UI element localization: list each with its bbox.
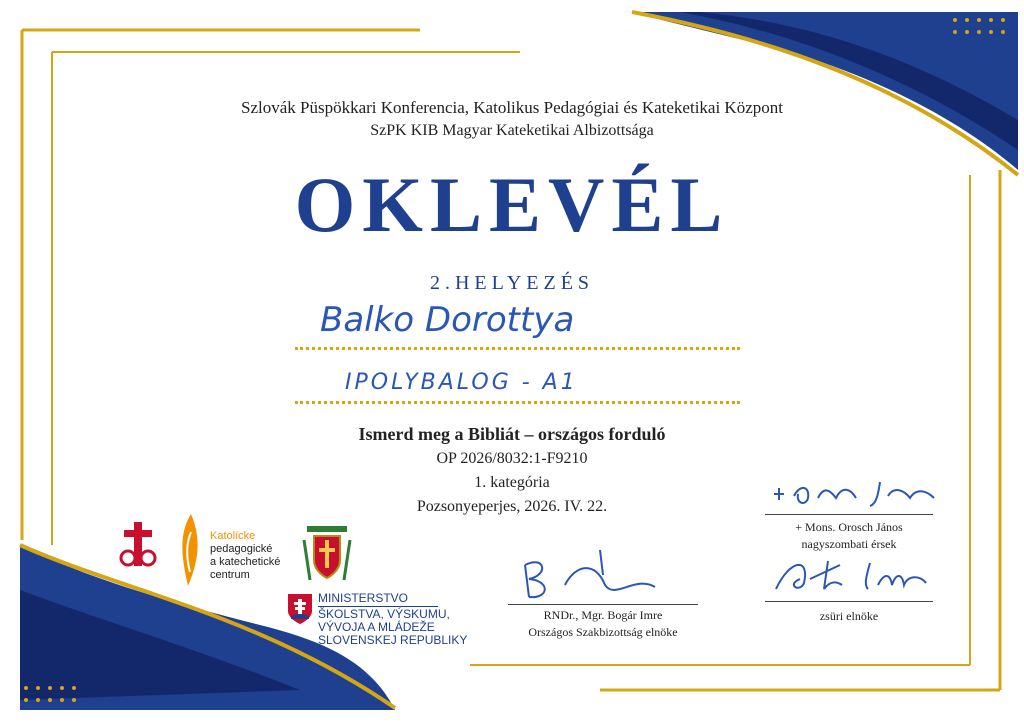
right-bottom-signer-role: zsüri elnöke	[819, 609, 879, 623]
signature-line-right-top	[765, 514, 933, 515]
signature-bogar-imre	[515, 545, 665, 605]
signature-line-right-bottom	[765, 601, 933, 602]
kpkc-line-4: centrum	[210, 569, 250, 581]
ministry-line-4: SLOVENSKEJ REPUBLIKY	[318, 633, 468, 647]
left-signer-name: RNDr., Mgr. Bogár Imre	[543, 608, 663, 622]
page-title: OKLEVÉL	[294, 161, 730, 248]
event-category: 1. kategória	[474, 474, 550, 491]
kpkc-logo-flame	[176, 512, 206, 588]
ministry-line-2: ŠKOLSTVA, VÝSKUMU,	[318, 607, 450, 621]
signature-line-left	[508, 604, 698, 605]
event-reference: OP 2026/8032:1-F9210	[436, 450, 588, 467]
placement-label: 2.HELYEZÉS	[429, 272, 595, 294]
ministry-line-1: MINISTERSTVO	[318, 591, 409, 605]
recipient-school-line	[295, 400, 740, 404]
kpkc-line-1: Katolícke	[210, 530, 256, 542]
right-top-signer-role: nagyszombati érsek	[801, 537, 897, 551]
event-name: Ismerd meg a Bibliát – országos forduló	[358, 424, 666, 444]
signature-jury-chair	[770, 555, 940, 595]
header-line-1: Szlovák Püspökkari Konferencia, Katolikus Pedagógiai és Kateketikai Központ	[241, 98, 783, 117]
bishops-conference-logo	[118, 522, 158, 574]
kpkc-logo-text	[210, 530, 280, 582]
signature-orosch-janos	[770, 476, 940, 512]
ministry-logo-text	[318, 592, 467, 647]
recipient-name-line	[295, 346, 740, 350]
slovak-coat-of-arms	[287, 593, 313, 625]
kpkc-line-2: pedagogické	[210, 543, 273, 555]
left-signer-role: Országos Szakbizottság elnöke	[528, 625, 678, 639]
ministry-line-3: VÝVOJA A MLÁDEŽE	[318, 620, 435, 634]
header-line-2: SzPK KIB Magyar Kateketikai Albizottsága	[370, 122, 654, 139]
recipient-school-handwritten: IPOLYBALOG - A1	[345, 370, 578, 395]
event-place-date: Pozsonyeperjes, 2026. IV. 22.	[416, 498, 608, 515]
recipient-name-handwritten: Balko Dorottya	[320, 300, 575, 340]
kpkc-line-3: a katechetické	[210, 556, 281, 568]
archbishop-coat-of-arms	[302, 522, 352, 584]
right-top-signer-name: + Mons. Orosch János	[795, 520, 903, 534]
